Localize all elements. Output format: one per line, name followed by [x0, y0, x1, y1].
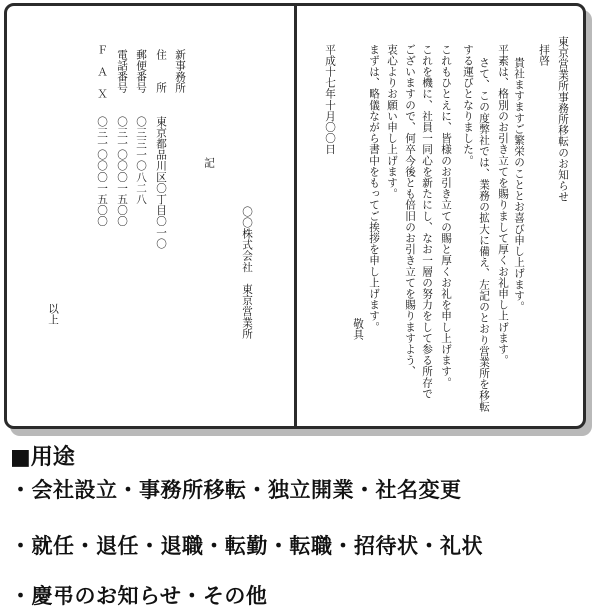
body-line-1: 貴社ますますご繁栄のこととお喜び申し上げます。	[513, 57, 525, 313]
company-name: 〇〇株式会社 東京営業所	[241, 206, 253, 340]
usage-line-1: ・会社設立・事務所移転・独立開業・社名変更	[10, 478, 462, 502]
phone-label: 電話番号	[116, 49, 128, 94]
usage-title: ■用途	[10, 445, 75, 470]
closing-keigu: 敬具	[352, 318, 364, 341]
body-line-7: ございますので、何卒今後とも倍旧のお引き立てを賜りますよう、	[404, 44, 416, 377]
center-fold-line	[294, 3, 297, 429]
letter-date: 平成十七年十月〇〇日	[324, 44, 336, 155]
address-value: 東京都品川区〇丁目〇一〇	[155, 116, 167, 250]
body-line-2: 平素は、格別のお引き立てを賜りまして厚くお礼申し上げます。	[497, 44, 509, 366]
greeting: 拝啓	[538, 44, 550, 67]
postal-value: 〇三三一〇八二八	[135, 116, 147, 205]
office-label: 新事務所	[174, 49, 186, 94]
usage-line-2: ・就任・退任・退職・転勤・転職・招待状・礼状	[10, 534, 483, 558]
phone-value: 〇三一〇〇〇一五〇〇	[116, 116, 128, 227]
ijou-closing: 以上	[47, 303, 59, 326]
body-line-9: まずは、略儀ながら書中をもってご挨拶を申し上げます。	[368, 44, 380, 333]
ki-heading: 記	[203, 157, 215, 169]
body-line-4: する運びとなりました。	[462, 44, 474, 167]
postal-label: 郵便番号	[135, 49, 147, 94]
body-line-8: 衷心よりお願い申し上げます。	[386, 44, 398, 200]
body-line-5: これもひとえに、皆様のお引き立ての賜と厚くお礼を申し上げます。	[440, 44, 452, 389]
usage-line-3: ・慶弔のお知らせ・その他	[10, 584, 268, 608]
address-label: 住 所	[155, 49, 167, 94]
fax-value: 〇三一〇〇〇一五〇〇	[96, 116, 108, 227]
body-line-3: さて、この度弊社では、業務の拡大に備え、左記のとおり営業所を移転	[478, 57, 490, 413]
letter-title: 東京営業所事務所移転のお知らせ	[557, 36, 569, 203]
body-line-6: これを機に、社員一同心を新たにし、なお一層の努力をして参る所存で	[421, 44, 433, 400]
fax-label: Ｆ Ａ Ｘ	[96, 44, 108, 100]
